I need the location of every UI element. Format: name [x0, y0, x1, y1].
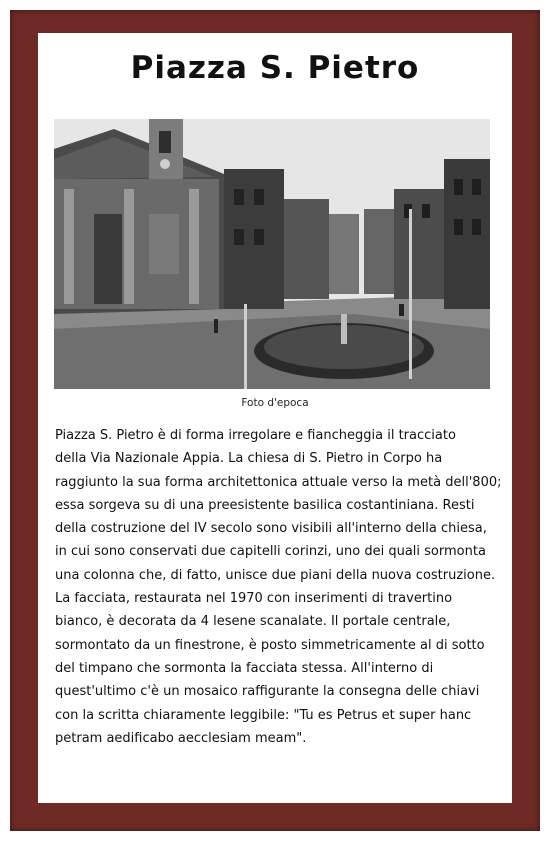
paragraph-line: con la scritta chiaramente leggibile: "Tu es Petrus et super hanc: [55, 707, 472, 723]
paragraph-line: della costruzione del IV secolo sono visibili all'interno della chiesa,: [55, 521, 487, 537]
paragraph-line: quest'ultimo c'è un mosaico raffigurante la consegna delle chiavi: [55, 684, 480, 700]
paragraph-line: petram aedificabo aecclesiam meam".: [55, 730, 307, 746]
photo-caption: Foto d'epoca: [241, 397, 309, 409]
paragraph-line: essa sorgeva su di una preesistente basilica costantiniana. Resti: [55, 497, 475, 513]
info-card: [38, 33, 512, 803]
paragraph-line: sormontato da un finestrone, è posto simmetricamente al di sotto: [55, 637, 485, 653]
historic-photo: [54, 119, 490, 389]
page-title: Piazza S. Pietro: [130, 50, 420, 86]
paragraph-line: del timpano che sormonta la facciata stessa. All'interno di: [55, 660, 434, 676]
paragraph-line: della Via Nazionale Appia. La chiesa di S. Pietro in Corpo ha: [55, 451, 443, 467]
church-square-illustration: [54, 119, 490, 389]
paragraph-line: Piazza S. Pietro è di forma irregolare e fiancheggia il tracciato: [55, 428, 456, 443]
paragraph-line: in cui sono conservati due capitelli corinzi, uno dei quali sormonta: [55, 544, 486, 560]
paragraph-line: una colonna che, di fatto, unisce due piani della nuova costruzione.: [55, 567, 496, 583]
paragraph-line: bianco, è decorata da 4 lesene scanalate. Il portale centrale,: [55, 614, 451, 630]
paragraph-line: raggiunto la sua forma architettonica attuale verso la metà dell'800;: [55, 474, 502, 490]
paragraph-line: La facciata, restaurata nel 1970 con inserimenti di travertino: [55, 591, 453, 607]
description-paragraph: [55, 424, 513, 750]
